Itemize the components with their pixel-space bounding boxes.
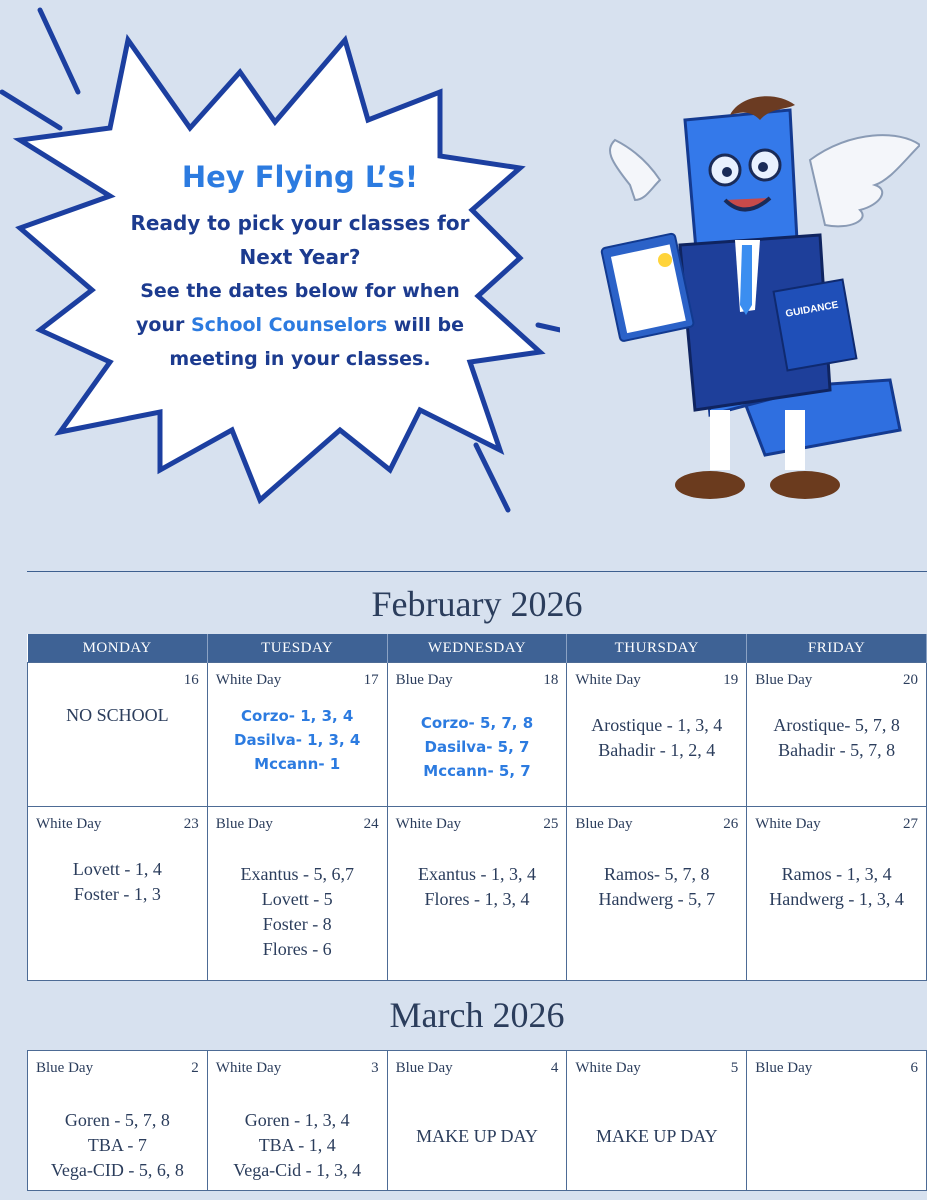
day-number: 16 xyxy=(183,672,199,688)
day-type-label: Blue Day xyxy=(755,1060,813,1076)
entry-line: Foster - 1, 3 xyxy=(73,884,161,904)
bubble-line-2: Next Year? xyxy=(239,245,361,269)
day-cell xyxy=(747,663,927,807)
weekday-header: MONDAY xyxy=(28,634,208,663)
day-cell xyxy=(207,1051,387,1191)
day-type-label: White Day xyxy=(36,816,102,832)
day-cell xyxy=(207,807,387,981)
day-number: 18 xyxy=(543,672,559,688)
day-entries xyxy=(208,704,387,776)
day-number: 27 xyxy=(903,816,918,832)
day-entries xyxy=(208,862,387,962)
day-cell xyxy=(28,807,208,981)
day-type-label: White Day xyxy=(215,1060,282,1076)
day-entries xyxy=(28,857,207,907)
day-number: 17 xyxy=(363,672,379,688)
day-type-label: White Day xyxy=(395,816,461,832)
entry-line: Arostique - 1, 3, 4 xyxy=(591,715,723,735)
day-entries xyxy=(388,711,567,783)
day-number: 24 xyxy=(363,816,379,832)
bubble-line-4-highlight: School Counselors xyxy=(190,314,388,336)
day-entries xyxy=(567,862,746,912)
day-number: 20 xyxy=(903,672,918,688)
entry-line: Lovett - 1, 4 xyxy=(72,859,162,879)
entry-line: Vega-Cid - 1, 3, 4 xyxy=(233,1160,362,1180)
day-number: 4 xyxy=(550,1060,559,1076)
day-type-label: Blue Day xyxy=(755,672,813,688)
day-type-label: White Day xyxy=(755,816,821,832)
day-type-label: White Day xyxy=(575,672,641,688)
day-cell xyxy=(207,663,387,807)
entry-line: Corzo- 1, 3, 4 xyxy=(241,707,354,725)
march-calendar xyxy=(27,1050,927,1191)
weekday-header: FRIDAY xyxy=(747,634,927,663)
bubble-line-4-pre: your xyxy=(136,314,191,336)
day-entries xyxy=(747,713,926,763)
bubble-line-4-post: will be xyxy=(387,314,464,336)
bubble-line-5: meeting in your classes. xyxy=(169,348,431,370)
entry-line: NO SCHOOL xyxy=(66,705,169,725)
bubble-heading: Hey Flying L’s! xyxy=(181,160,419,194)
day-cell xyxy=(387,1051,567,1191)
day-number: 5 xyxy=(730,1060,739,1076)
day-type-label: White Day xyxy=(215,672,282,688)
day-number: 3 xyxy=(371,1060,379,1076)
day-entries xyxy=(567,713,746,763)
february-title: February 2026 xyxy=(371,584,583,624)
entry-line: Mccann- 1 xyxy=(254,755,341,773)
bubble-line-4 xyxy=(85,308,515,342)
day-entries xyxy=(388,862,567,912)
entry-line: Mccann- 5, 7 xyxy=(423,762,531,780)
day-type-label: Blue Day xyxy=(36,1060,94,1076)
entry-line: Exantus - 1, 3, 4 xyxy=(418,864,536,884)
entry-line: Goren - 5, 7, 8 xyxy=(64,1110,170,1130)
entry-line: TBA - 1, 4 xyxy=(258,1135,336,1155)
weekday-header-row xyxy=(28,634,927,663)
week-row xyxy=(28,663,927,807)
day-cell xyxy=(567,663,747,807)
weekday-header: THURSDAY xyxy=(567,634,747,663)
bubble-line-3: See the dates below for when xyxy=(140,280,460,302)
calendar-top-rule xyxy=(27,571,927,572)
entry-line: Goren - 1, 3, 4 xyxy=(244,1110,350,1130)
day-cell xyxy=(28,663,208,807)
day-type-label: Blue Day xyxy=(395,1060,453,1076)
bubble-text xyxy=(85,160,515,376)
day-cell xyxy=(567,807,747,981)
day-number: 26 xyxy=(723,816,739,832)
weekday-header: TUESDAY xyxy=(207,634,387,663)
day-number: 25 xyxy=(543,816,559,832)
entry-line: Corzo- 5, 7, 8 xyxy=(420,714,534,732)
entry-line: Flores - 1, 3, 4 xyxy=(424,889,530,909)
entry-line: Handwerg - 1, 3, 4 xyxy=(769,889,904,909)
mascot-illustration xyxy=(590,90,920,520)
entry-line: Bahadir - 5, 7, 8 xyxy=(778,740,896,760)
day-entries xyxy=(28,1108,207,1183)
bubble-line-1: Ready to pick your classes for xyxy=(130,211,470,235)
day-cell xyxy=(747,807,927,981)
week-row xyxy=(28,807,927,981)
day-entries xyxy=(747,862,926,912)
day-cell xyxy=(387,807,567,981)
entry-line: Vega-CID - 5, 6, 8 xyxy=(50,1160,184,1180)
entry-line: Dasilva- 1, 3, 4 xyxy=(234,731,361,749)
entry-line: Exantus - 5, 6,7 xyxy=(240,864,354,884)
entry-line: Arostique- 5, 7, 8 xyxy=(773,715,900,735)
entry-line: MAKE UP DAY xyxy=(416,1126,538,1146)
day-number: 19 xyxy=(723,672,739,688)
march-title: March 2026 xyxy=(389,995,565,1035)
entry-line: Ramos- 5, 7, 8 xyxy=(604,864,710,884)
entry-line: TBA - 7 xyxy=(87,1135,147,1155)
week-row xyxy=(28,1051,927,1191)
day-type-label: White Day xyxy=(575,1060,641,1076)
day-number: 2 xyxy=(191,1060,199,1076)
day-type-label: Blue Day xyxy=(215,816,273,832)
weekday-header: WEDNESDAY xyxy=(387,634,567,663)
entry-line: Handwerg - 5, 7 xyxy=(598,889,716,909)
day-type-label: Blue Day xyxy=(395,672,453,688)
day-type-label: Blue Day xyxy=(575,816,633,832)
entry-line: Bahadir - 1, 2, 4 xyxy=(598,740,716,760)
entry-line: Dasilva- 5, 7 xyxy=(424,738,530,756)
day-entries xyxy=(567,1124,746,1149)
day-cell xyxy=(567,1051,747,1191)
entry-line: MAKE UP DAY xyxy=(595,1126,718,1146)
entry-line: Flores - 6 xyxy=(262,939,332,959)
entry-line: Ramos - 1, 3, 4 xyxy=(781,864,892,884)
day-number: 23 xyxy=(183,816,199,832)
day-cell xyxy=(387,663,567,807)
february-calendar xyxy=(27,634,927,981)
guidance-book-label: GUIDANCE xyxy=(784,299,840,320)
day-cell xyxy=(747,1051,927,1191)
day-entries xyxy=(28,703,207,728)
day-number: 6 xyxy=(910,1060,918,1076)
day-cell xyxy=(28,1051,208,1191)
day-entries xyxy=(208,1108,387,1183)
entry-line: Lovett - 5 xyxy=(261,889,333,909)
entry-line: Foster - 8 xyxy=(262,914,332,934)
day-entries xyxy=(388,1124,567,1149)
